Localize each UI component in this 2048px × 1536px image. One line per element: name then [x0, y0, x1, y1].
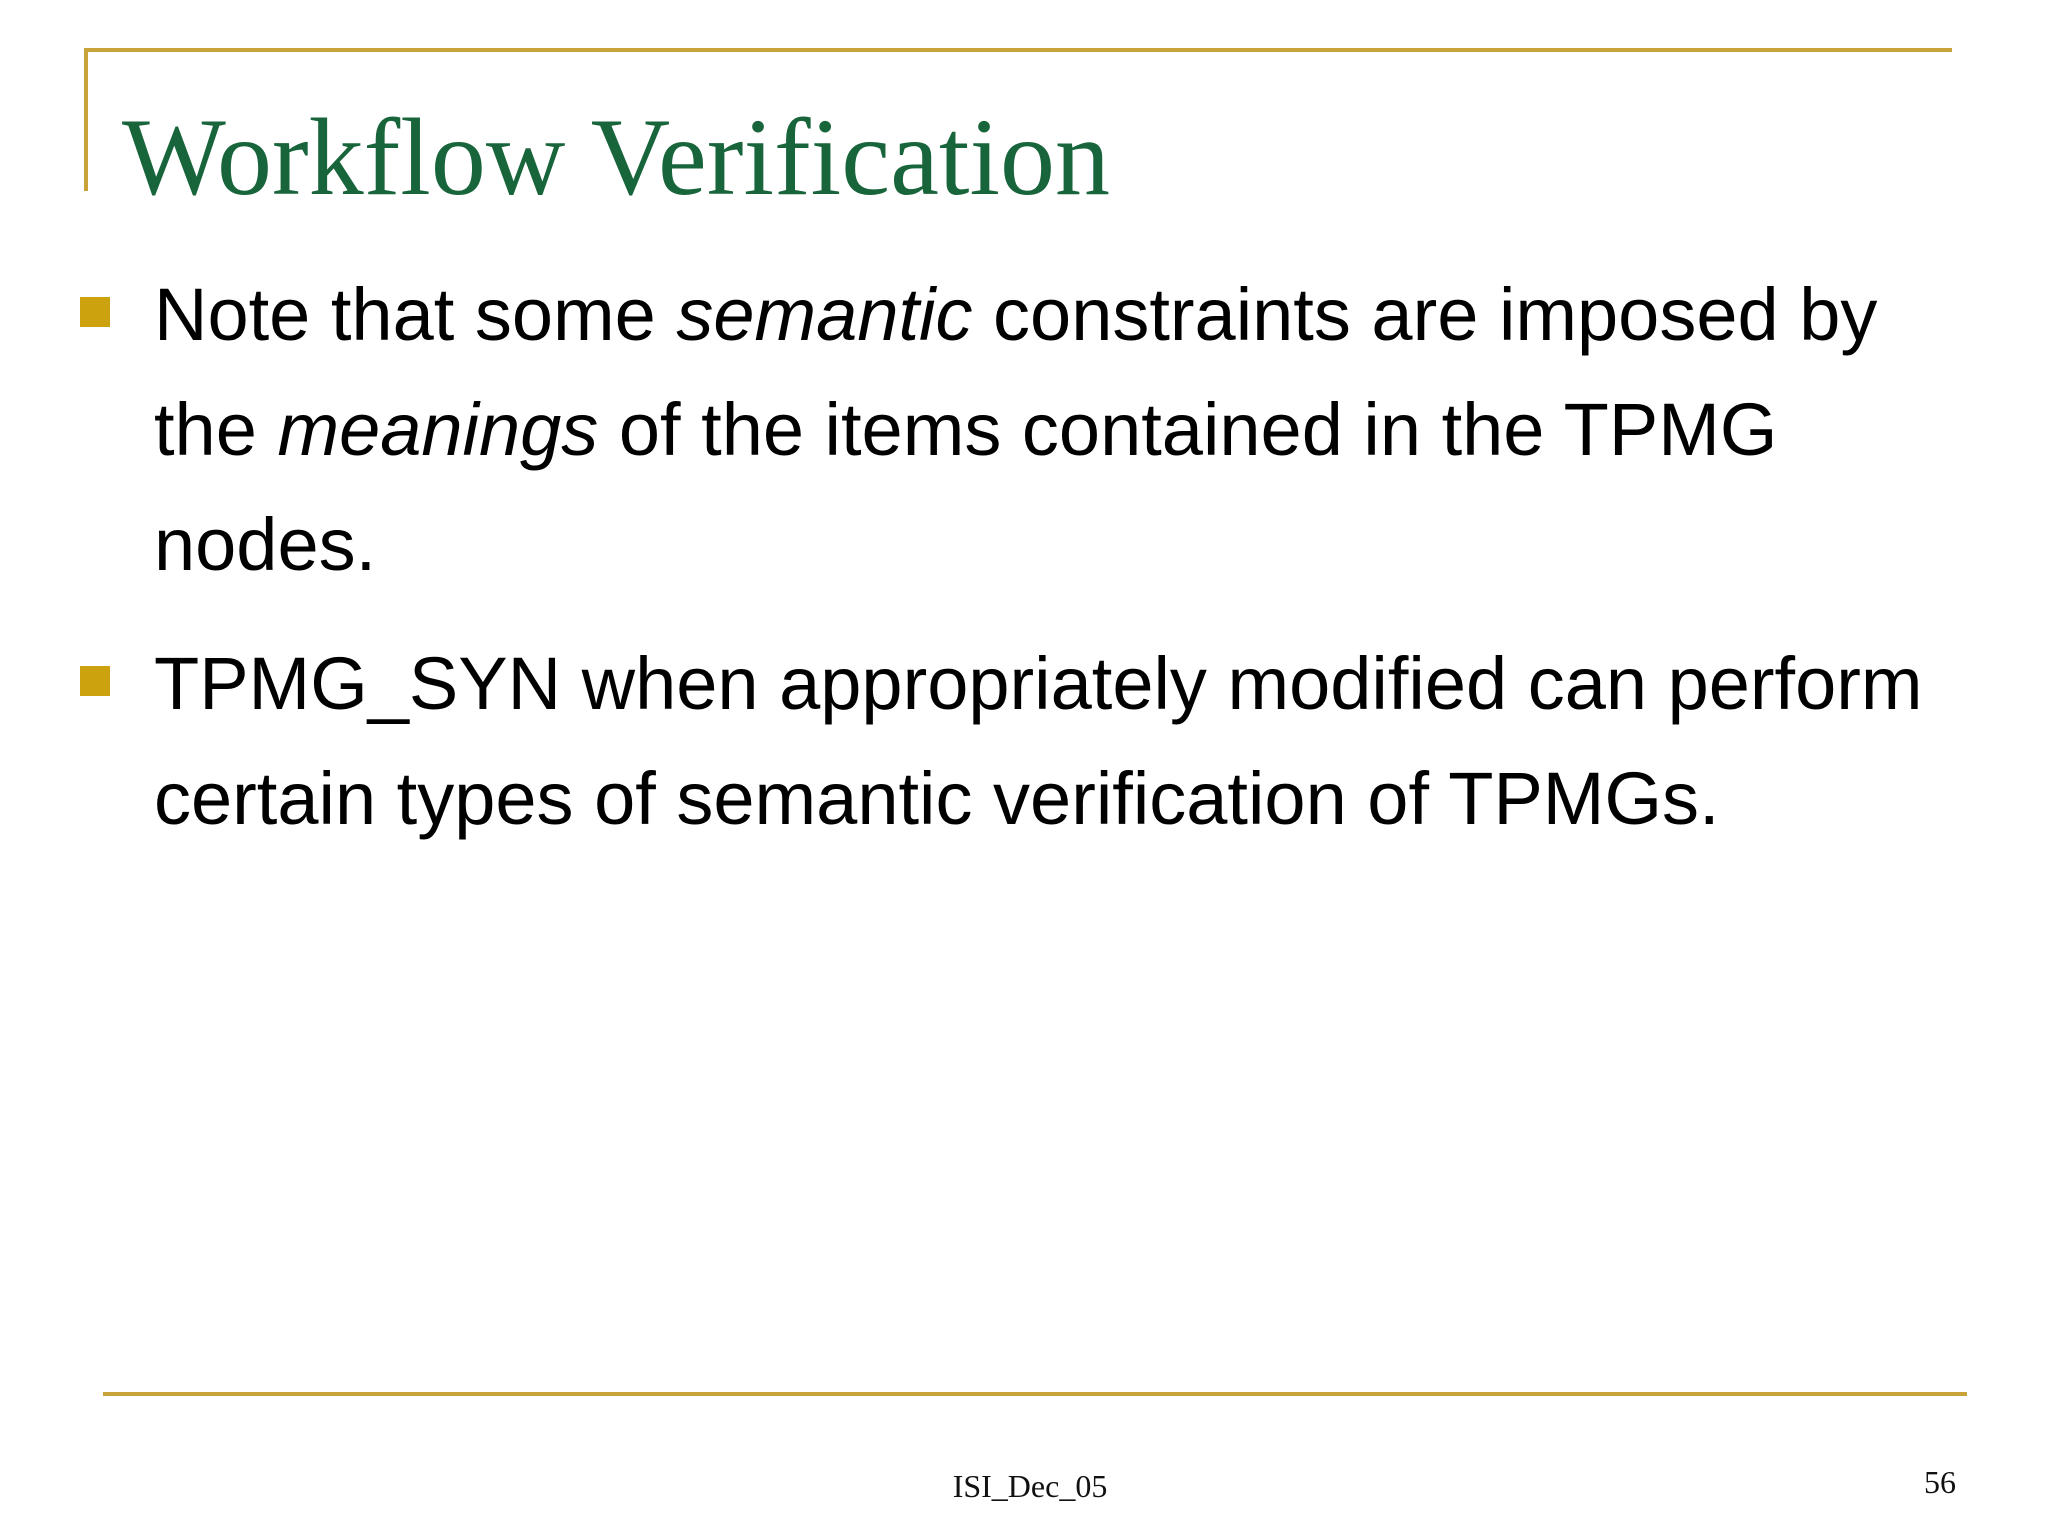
bullet-text-segment: Note that some	[154, 273, 677, 356]
bullet-text-emphasis: semantic	[676, 273, 973, 356]
slide-title: Workflow Verification	[122, 96, 1111, 218]
bullet-text-emphasis: meanings	[277, 388, 599, 471]
square-bullet-icon	[80, 666, 110, 696]
footer-divider	[103, 1392, 1967, 1396]
footer-label: ISI_Dec_05	[952, 1468, 1108, 1504]
left-accent-bar	[84, 48, 88, 191]
square-bullet-icon	[80, 297, 110, 327]
bullet-text-segment: constraints are imposed by the	[154, 273, 1878, 471]
bullet-text	[154, 257, 1954, 602]
top-divider	[84, 48, 1952, 52]
bullet-text-segment: of the items contained in the TPMG nodes.	[154, 388, 1778, 586]
slide-number: 56	[1924, 1464, 1956, 1500]
bullet-text-segment: TPMG_SYN when appropriately modified can perform certain types of semantic verification of TPMGs.	[154, 642, 1923, 840]
bullet-text	[154, 626, 1954, 856]
